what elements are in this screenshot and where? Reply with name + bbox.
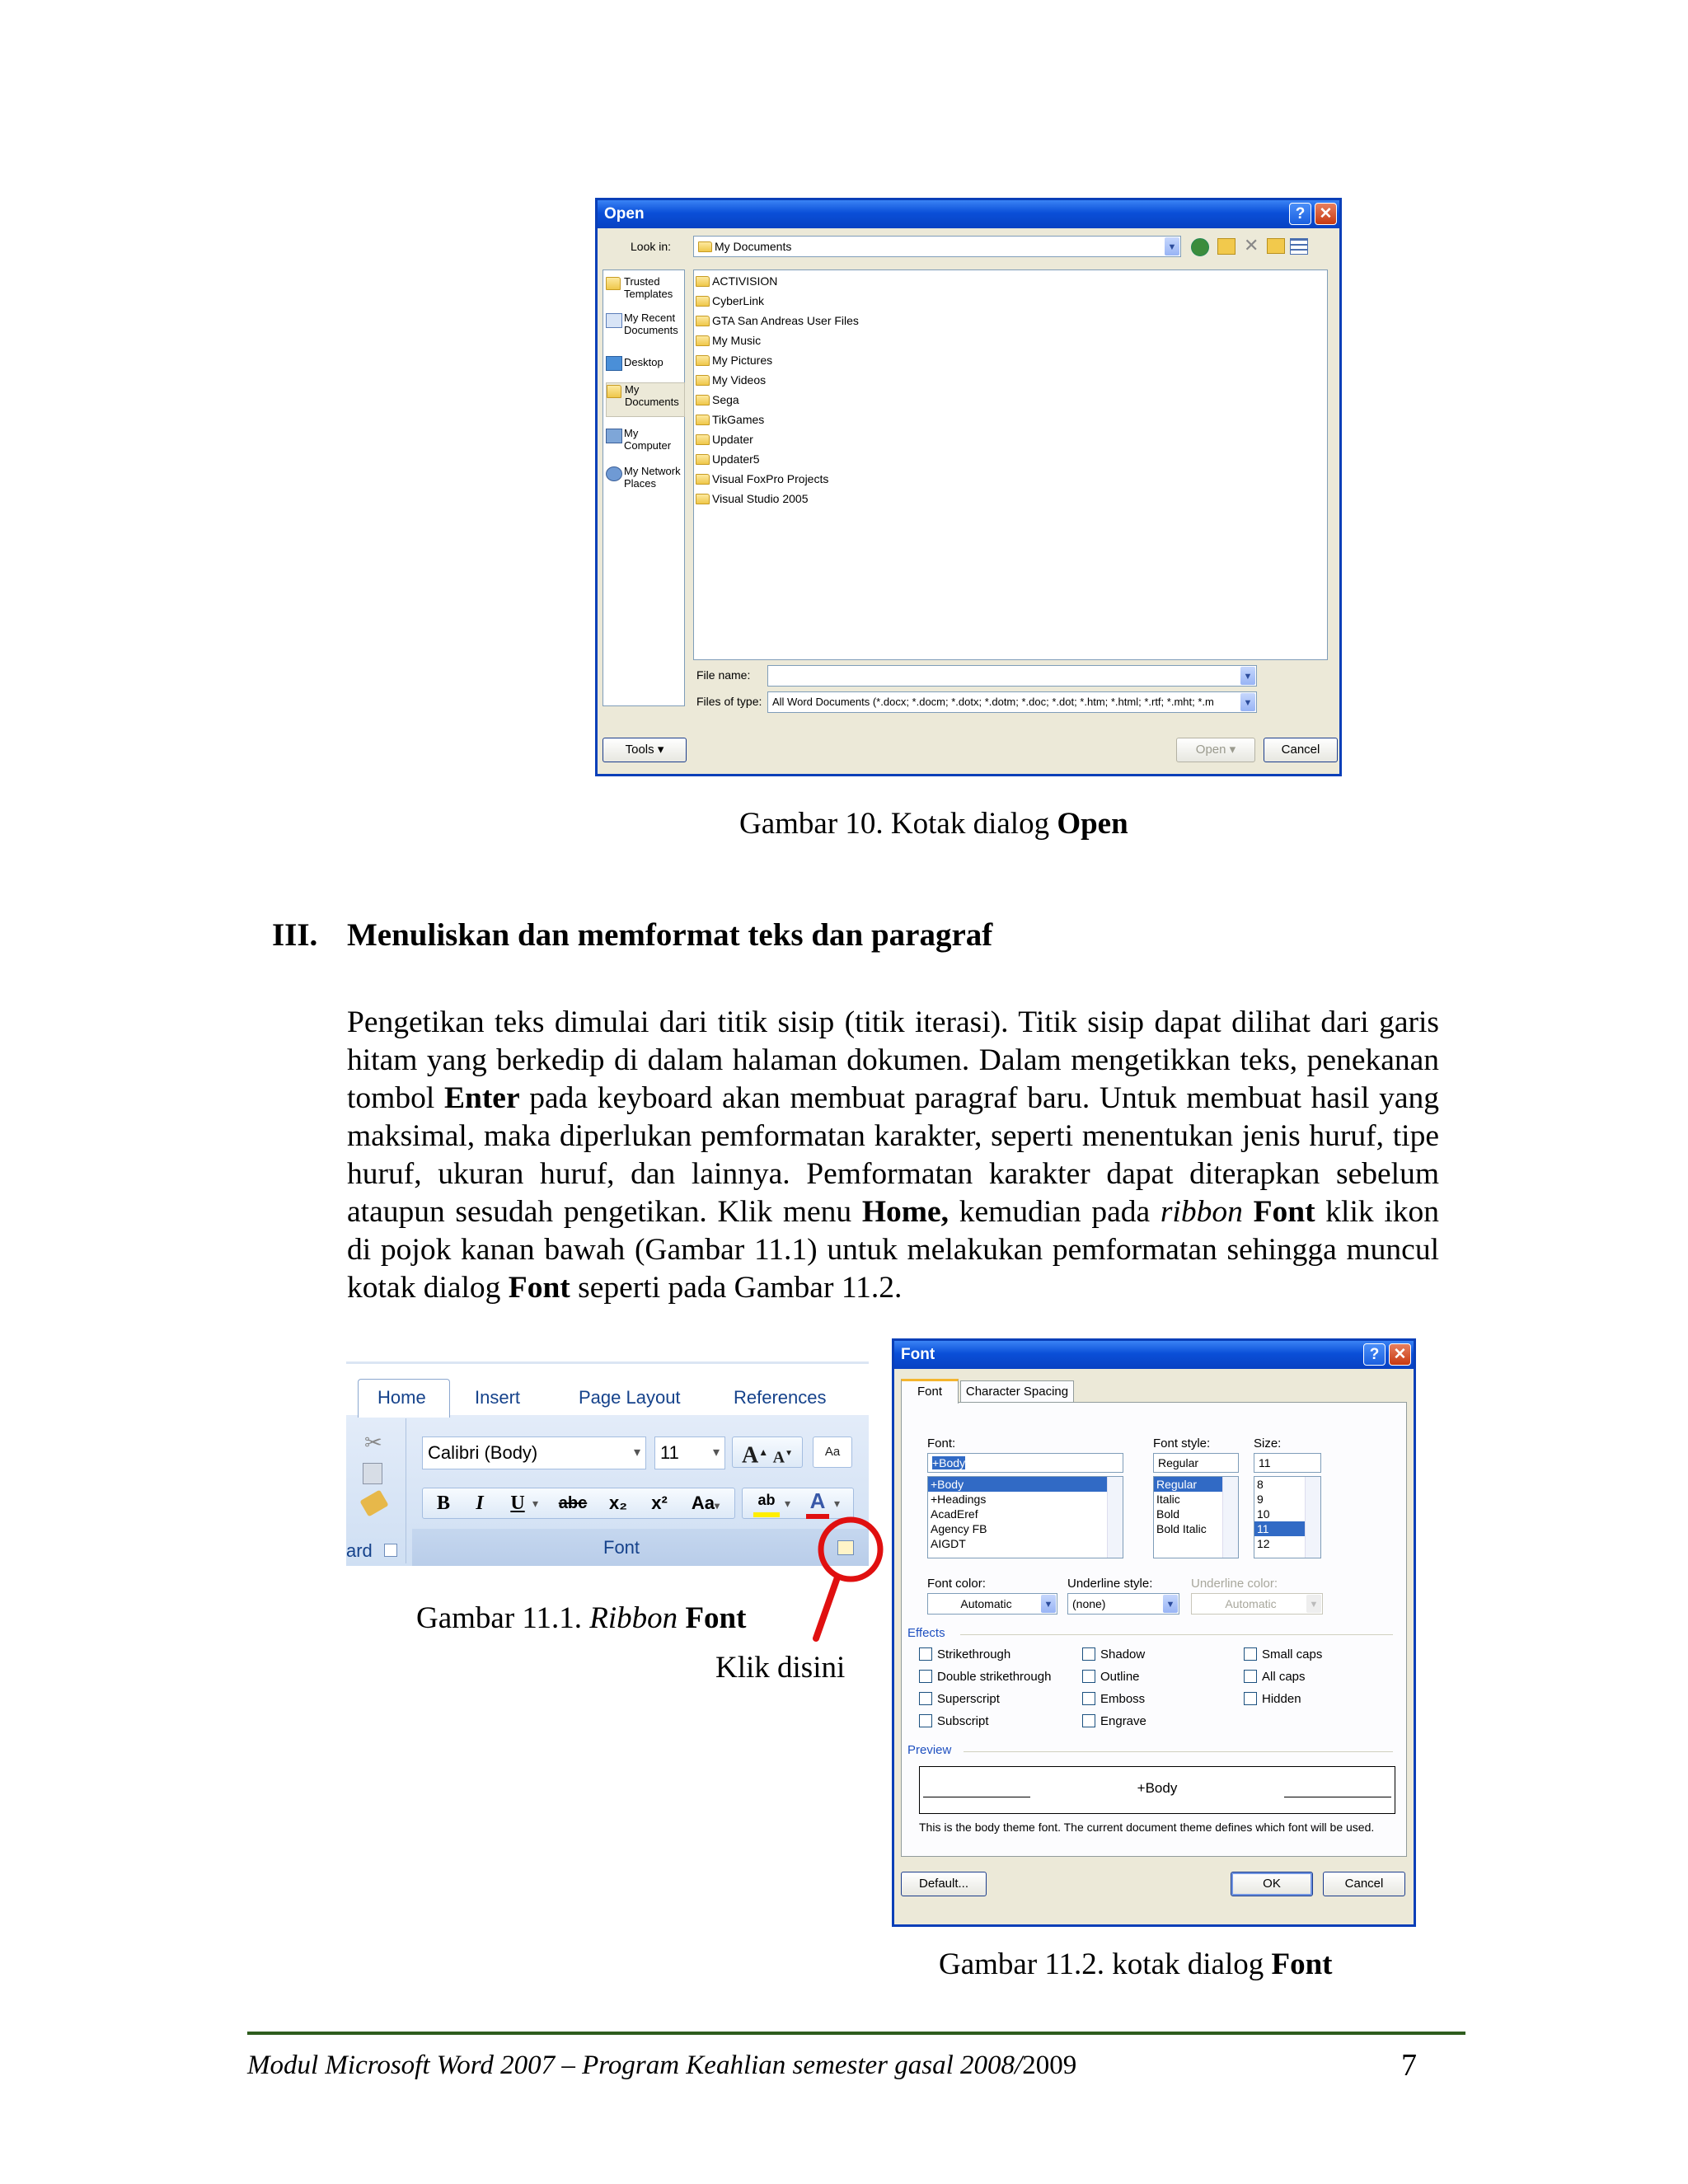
list-item[interactable]: +Body (928, 1477, 1123, 1492)
copy-icon[interactable] (363, 1463, 382, 1484)
folder-icon (606, 277, 621, 290)
effect-checkbox[interactable]: All caps (1244, 1670, 1306, 1684)
clipboard-launcher-icon[interactable] (384, 1544, 397, 1557)
font-style-label: Font style: (1153, 1436, 1211, 1451)
tab-home-label: Home (377, 1387, 426, 1408)
folder-icon (696, 335, 710, 346)
section-title: Menuliskan dan memformat teks dan paragraf (347, 917, 993, 953)
scrollbar[interactable] (1107, 1477, 1123, 1558)
folder-icon (696, 474, 710, 485)
font-group-label: Font (603, 1537, 640, 1558)
highlight-button[interactable] (748, 1488, 785, 1519)
folder-icon (696, 415, 710, 425)
open-dialog (595, 198, 1342, 776)
chevron-down-icon: ▼ (1165, 237, 1179, 255)
preview-label: Preview (907, 1743, 952, 1757)
list-item[interactable]: +Headings (931, 1493, 987, 1506)
cancel-button[interactable]: Cancel (1264, 738, 1338, 762)
place-network-places[interactable]: My Network Places (606, 465, 683, 493)
size-label: Size: (1254, 1436, 1282, 1451)
scrollbar[interactable] (1305, 1477, 1320, 1558)
checkbox-box[interactable] (1082, 1692, 1095, 1705)
folder-icon (607, 385, 621, 398)
font-dialog (892, 1338, 1416, 1927)
effects-divider (960, 1634, 1393, 1635)
cut-icon[interactable]: ✂ (364, 1430, 382, 1455)
underline-dropdown-arrow[interactable]: ▾ (532, 1497, 539, 1510)
list-item[interactable]: Agency FB (931, 1522, 987, 1535)
figure-caption-10: Gambar 10. Kotak dialog Open (739, 807, 1128, 841)
tab-page-layout[interactable]: Page Layout (579, 1387, 681, 1408)
font-name-select[interactable]: Calibri (Body) ▾ (422, 1436, 646, 1469)
chevron-down-icon: ▼ (1041, 1595, 1056, 1613)
places-bar (603, 269, 685, 706)
computer-icon (606, 429, 622, 443)
change-case-button[interactable]: Aa▾ (691, 1493, 720, 1513)
list-item[interactable]: AIGDT (931, 1537, 966, 1550)
file-list-item[interactable]: Visual FoxPro Projects (696, 470, 828, 488)
list-item[interactable]: Regular (1154, 1477, 1238, 1492)
callout-label: Klik disini (715, 1651, 846, 1685)
file-list-item[interactable]: My Pictures (696, 351, 772, 369)
files-of-type-label: Files of type: (696, 695, 762, 708)
tools-button[interactable]: Tools ▾ (603, 738, 687, 762)
size-listbox[interactable] (1254, 1476, 1321, 1558)
italic-button[interactable]: I (476, 1493, 484, 1514)
figure-caption-11-2: Gambar 11.2. kotak dialog Font (939, 1947, 1333, 1981)
list-item[interactable]: Italic (1156, 1493, 1180, 1506)
files-of-type-select[interactable]: All Word Documents (*.docx; *.docm; *.dotx; *.dotm; *.doc; *.dot; *.htm; *.html; *.rtf; *.mht; *.m ▼ (767, 691, 1257, 713)
file-list-item[interactable]: Visual Studio 2005 (696, 490, 809, 508)
chevron-down-icon: ▼ (1306, 1595, 1321, 1613)
open-dialog-title: Open (604, 205, 645, 223)
checkbox-box[interactable] (1244, 1670, 1257, 1683)
up-folder-icon[interactable] (1217, 238, 1236, 255)
open-button[interactable]: Open ▾ (1176, 738, 1255, 762)
effect-checkbox[interactable]: Double strikethrough (919, 1670, 1051, 1684)
close-button[interactable]: ✕ (1389, 1343, 1411, 1366)
file-list-item[interactable]: Updater5 (696, 450, 760, 468)
tab-references[interactable]: References (734, 1387, 827, 1408)
grow-font-icon[interactable]: A (742, 1442, 759, 1469)
checkbox-box[interactable] (1082, 1647, 1095, 1661)
cancel-button[interactable]: Cancel (1323, 1872, 1405, 1896)
list-item[interactable]: 9 (1257, 1493, 1264, 1506)
folder-icon (696, 375, 710, 386)
file-list[interactable] (693, 269, 1328, 660)
underline-color-label: Underline color: (1191, 1577, 1278, 1591)
list-item[interactable]: 11 (1254, 1521, 1320, 1536)
folder-icon (696, 494, 710, 504)
recent-documents-icon (606, 313, 622, 328)
chevron-down-icon: ▼ (1240, 667, 1255, 685)
list-item[interactable]: AcadEref (931, 1507, 978, 1521)
folder-icon (696, 395, 710, 405)
bold-button[interactable]: B (436, 1493, 450, 1514)
effect-checkbox[interactable]: Shadow (1082, 1647, 1145, 1661)
file-list-item[interactable]: ACTIVISION (696, 272, 777, 290)
checkbox-box[interactable] (919, 1670, 932, 1683)
font-color-icon: A (809, 1488, 826, 1513)
superscript-button[interactable]: x² (651, 1493, 668, 1513)
font-style-input[interactable]: Regular (1153, 1453, 1239, 1473)
callout-handle (816, 1577, 837, 1638)
list-item[interactable]: Bold (1156, 1507, 1180, 1521)
clipboard-group-label: ard (346, 1540, 373, 1561)
look-in-value: My Documents (715, 240, 792, 253)
preview-divider (964, 1751, 1393, 1752)
font-color-label: Font color: (927, 1577, 986, 1591)
list-item[interactable]: Bold Italic (1156, 1522, 1207, 1535)
checkbox-box[interactable] (919, 1647, 932, 1661)
font-listbox[interactable] (927, 1476, 1123, 1558)
clear-formatting-icon: Aa (824, 1445, 841, 1459)
highlight-dropdown-arrow[interactable]: ▾ (785, 1497, 791, 1510)
desktop-icon (606, 356, 622, 371)
font-label: Font: (927, 1436, 956, 1451)
highlight-icon: ab (757, 1492, 776, 1508)
underline-color-select[interactable]: Automatic ▼ (1191, 1593, 1323, 1615)
help-button[interactable]: ? (1363, 1343, 1386, 1366)
folder-icon (698, 241, 712, 252)
grow-shrink-font-buttons[interactable]: A▲ A▼ (732, 1436, 803, 1468)
effect-checkbox[interactable]: Strikethrough (919, 1647, 1010, 1661)
file-list-item[interactable]: CyberLink (696, 292, 764, 310)
subscript-button[interactable]: x₂ (608, 1493, 627, 1513)
underline-style-select[interactable]: (none) ▼ (1067, 1593, 1179, 1615)
font-color-select[interactable]: Automatic ▼ (927, 1593, 1057, 1615)
font-dialog-titlebar[interactable] (894, 1341, 1414, 1369)
folder-icon (696, 276, 710, 287)
help-button[interactable]: ? (1289, 203, 1311, 225)
place-my-computer[interactable]: My Computer (606, 427, 683, 455)
list-item[interactable]: 12 (1257, 1537, 1270, 1550)
checkbox-box[interactable] (1082, 1670, 1095, 1683)
new-folder-icon[interactable] (1267, 238, 1285, 254)
preview-note: This is the body theme font. The current document theme defines which font will be used. (919, 1821, 1375, 1834)
tab-insert[interactable]: Insert (475, 1387, 521, 1408)
place-trusted-templates[interactable]: Trusted Templates (606, 275, 683, 303)
chevron-down-icon: ▼ (1163, 1595, 1178, 1613)
file-list-item[interactable]: My Music (696, 331, 761, 349)
effect-checkbox[interactable]: Engrave (1082, 1714, 1146, 1728)
file-list-item[interactable]: My Videos (696, 371, 766, 389)
effect-checkbox[interactable]: Small caps (1244, 1647, 1322, 1661)
scrollbar[interactable] (1222, 1477, 1238, 1558)
network-icon (606, 466, 622, 481)
ok-button[interactable]: OK (1231, 1872, 1313, 1896)
clear-formatting-button[interactable] (813, 1436, 852, 1468)
figure-caption-11-1: Gambar 11.1. Ribbon Font (416, 1601, 747, 1635)
folder-icon (696, 296, 710, 307)
open-dialog-titlebar[interactable] (598, 200, 1339, 228)
size-input[interactable]: 11 (1254, 1453, 1321, 1473)
section-number: III. (272, 917, 318, 953)
close-button[interactable]: ✕ (1315, 203, 1337, 225)
page-number: 7 (1401, 2048, 1417, 2083)
footer-rule (247, 2032, 1465, 2035)
default-button[interactable]: Default... (901, 1872, 987, 1896)
checkbox-box[interactable] (1082, 1714, 1095, 1727)
preview-box (919, 1766, 1395, 1814)
look-in-select[interactable] (693, 236, 1181, 257)
file-list-item[interactable]: GTA San Andreas User Files (696, 312, 859, 330)
body-paragraph: Pengetikan teks dimulai dari titik sisip (titik iterasi). Titik sisip dapat dilihat dari garis hitam yang berkedip di dalam halaman dokumen. Dalam mengetikkan teks, penekanan tombol Enter pada keyboard akan membuat paragraf baru. Untuk membuat hasil yang maksimal, maka diperlukan pemformatan karakter, seperti menentukan jenis huruf, tipe huruf, ukuran huruf, dan lainnya. Pemformatan karakter dapat diterapkan sebelum ataupun sesudah pengetikan. Klik menu Home, kemudian pada ribbon Font klik ikon di pojok kanan bawah (Gambar 11.1) untuk melakukan pemformatan sehingga muncul kotak dialog Font seperti pada Gambar 11.2. (347, 1005, 1440, 1305)
font-input[interactable]: +Body (927, 1453, 1123, 1473)
place-recent-documents[interactable]: My Recent Documents (606, 312, 683, 340)
strikethrough-button[interactable]: abc (558, 1494, 588, 1512)
shrink-font-icon[interactable]: A (772, 1448, 785, 1467)
delete-icon[interactable]: ✕ (1244, 235, 1259, 255)
checkbox-box[interactable] (1244, 1647, 1257, 1661)
views-icon[interactable] (1290, 238, 1308, 255)
folder-icon (696, 316, 710, 326)
file-name-input[interactable] (767, 665, 1257, 687)
list-item[interactable]: 10 (1257, 1507, 1270, 1521)
chevron-down-icon: ▾ (633, 1446, 640, 1460)
chevron-down-icon: ▾ (712, 1446, 720, 1460)
effect-checkbox[interactable]: Superscript (919, 1692, 1000, 1706)
effects-label: Effects (907, 1626, 945, 1640)
effect-checkbox[interactable]: Emboss (1082, 1692, 1145, 1706)
effect-checkbox[interactable]: Hidden (1244, 1692, 1301, 1706)
file-list-item[interactable]: Updater (696, 430, 753, 448)
folder-icon (696, 355, 710, 366)
file-list-item[interactable]: Sega (696, 391, 739, 409)
font-color-dropdown-arrow[interactable]: ▾ (834, 1497, 841, 1510)
ribbon-font-group (346, 1361, 869, 1566)
underline-button[interactable]: U (510, 1493, 525, 1514)
effect-checkbox[interactable]: Subscript (919, 1714, 989, 1728)
checkbox-box[interactable] (919, 1714, 932, 1727)
underline-style-label: Underline style: (1067, 1577, 1153, 1591)
font-dialog-title: Font (901, 1346, 935, 1363)
preview-text: +Body (1137, 1780, 1178, 1796)
font-style-listbox[interactable] (1153, 1476, 1239, 1558)
chevron-down-icon: ▼ (1240, 693, 1255, 711)
place-desktop[interactable]: Desktop (606, 354, 683, 371)
font-size-select[interactable]: 11 ▾ (654, 1436, 725, 1469)
checkbox-box[interactable] (919, 1692, 932, 1705)
place-my-documents[interactable]: My Documents (606, 382, 685, 417)
folder-icon (696, 434, 710, 445)
list-item[interactable]: 8 (1257, 1478, 1264, 1491)
tab-character-spacing[interactable]: Character Spacing (960, 1380, 1074, 1402)
effect-checkbox[interactable]: Outline (1082, 1670, 1140, 1684)
footer-text: Modul Microsoft Word 2007 – Program Keahlian semester gasal 2008/2009 (247, 2050, 1077, 2080)
look-in-label: Look in: (631, 240, 672, 253)
checkbox-box[interactable] (1244, 1692, 1257, 1705)
back-icon[interactable] (1191, 238, 1209, 256)
callout-circle (821, 1520, 880, 1579)
folder-icon (696, 454, 710, 465)
group-label-bar (412, 1529, 869, 1566)
tab-font[interactable]: Font (901, 1379, 959, 1404)
file-list-item[interactable]: TikGames (696, 410, 764, 429)
file-name-label: File name: (696, 668, 751, 682)
